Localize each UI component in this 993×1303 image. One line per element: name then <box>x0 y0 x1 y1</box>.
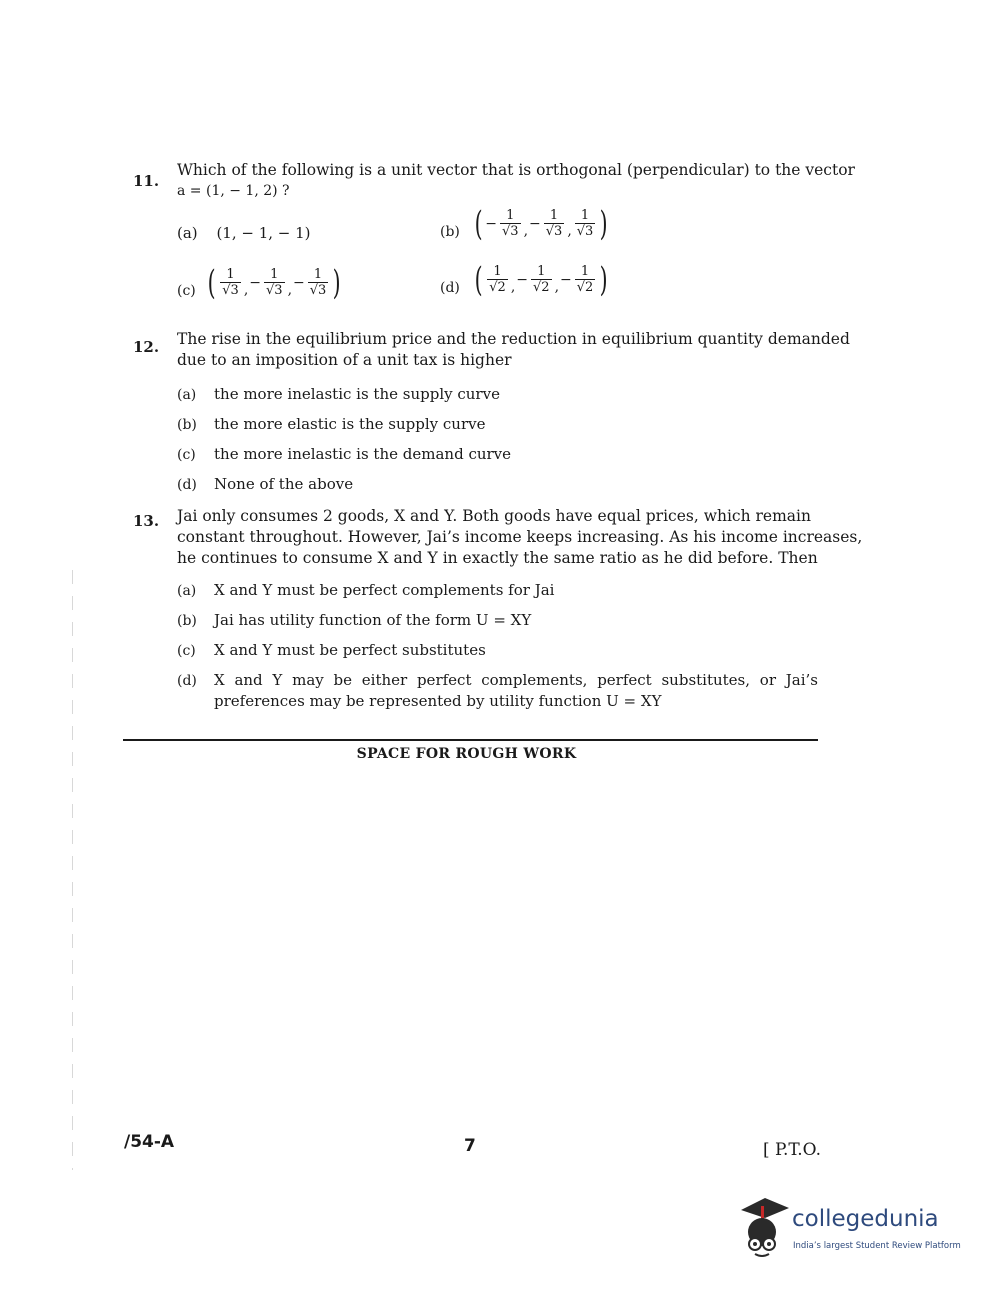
question-13-option-a[interactable]: X and Y must be perfect complements for Jai <box>214 581 555 599</box>
pto-label: [ P.T.O. <box>763 1140 822 1160</box>
page-number: 7 <box>464 1136 476 1156</box>
question-13-stem: Jai only consumes 2 goods, X and Y. Both goods have equal prices, which remain constant throughout. However, Jai’s income keeps increasing. As his income increases, he continues to consume X and Y in exactly the same ratio as he did before. Then <box>177 507 863 567</box>
fraction: $\frac{1}{√3}$ <box>502 208 519 239</box>
question-11-option-a[interactable]: (a) (1, − 1, − 1) <box>177 224 311 242</box>
question-11-stem: Which of the following is a unit vector that is orthogonal (perpendicular) to the vector a = (1, − 1, 2) ? <box>177 161 855 199</box>
fraction: $\frac{1}{√2}$ <box>489 264 506 295</box>
question-11-option-b-label: (b) <box>440 224 460 240</box>
question-11-option-d-label: (d) <box>440 280 460 296</box>
question-12-stem: The rise in the equilibrium price and the reduction in equilibrium quantity demanded due to an imposition of a unit tax is higher <box>177 330 850 369</box>
question-12-option-c-label: (c) <box>177 447 196 463</box>
rough-work-heading: SPACE FOR ROUGH WORK <box>356 746 577 762</box>
booklet-code: /54-A <box>124 1132 175 1152</box>
fraction: $\frac{1}{√3}$ <box>222 267 239 298</box>
question-11-option-c[interactable]: ( $\frac{1}{√3}$ , − $\frac{1}{√3}$ , − $\frac{1}{√3}$ ) <box>207 263 341 303</box>
mascot-icon <box>735 1196 793 1258</box>
fraction: $\frac{1}{√3}$ <box>266 267 283 298</box>
question-13-option-d-label: (d) <box>177 673 197 689</box>
question-13-number: 13. <box>133 512 160 530</box>
question-12-option-c[interactable]: the more inelastic is the demand curve <box>214 445 512 463</box>
fraction: $\frac{1}{√3}$ <box>576 208 594 239</box>
question-12-option-b-label: (b) <box>177 417 197 433</box>
brand-name: collegedunia <box>792 1206 939 1232</box>
fraction: $\frac{1}{√2}$ <box>533 264 550 295</box>
question-13-option-a-label: (a) <box>177 583 197 599</box>
question-13-option-b[interactable]: Jai has utility function of the form U = XY <box>214 611 532 629</box>
question-13-option-d[interactable]: X and Y may be either perfect complements, perfect substitutes, or Jai’s preferences may be represented by utility function U = XY <box>214 671 818 710</box>
question-12-option-b[interactable]: the more elastic is the supply curve <box>214 415 486 433</box>
question-13-option-c-label: (c) <box>177 643 196 659</box>
question-11-option-b[interactable]: ( − $\frac{1}{√3}$ , − $\frac{1}{√3}$ , $\frac{1}{√3}$ ) <box>474 204 608 244</box>
question-12-option-a[interactable]: the more inelastic is the supply curve <box>214 385 500 403</box>
question-12-option-d-label: (d) <box>177 477 197 493</box>
scan-margin-marks <box>72 570 73 1170</box>
question-13-option-b-label: (b) <box>177 613 197 629</box>
separator-rule <box>123 739 818 741</box>
question-11-option-d[interactable]: ( $\frac{1}{√2}$ , − $\frac{1}{√2}$ , − $\frac{1}{√2}$ ) <box>474 260 608 300</box>
brand-tagline: India’s largest Student Review Platform <box>793 1241 961 1251</box>
fraction: $\frac{1}{√2}$ <box>576 264 594 295</box>
question-12-number: 12. <box>133 338 160 356</box>
question-12-option-a-label: (a) <box>177 387 197 403</box>
question-11-number: 11. <box>133 172 160 190</box>
question-12-option-d[interactable]: None of the above <box>214 475 354 493</box>
fraction: $\frac{1}{√3}$ <box>545 208 563 239</box>
collegedunia-logo <box>735 1196 965 1266</box>
question-11-option-c-label: (c) <box>177 283 196 299</box>
question-13-option-c[interactable]: X and Y must be perfect substitutes <box>214 641 486 659</box>
fraction: $\frac{1}{√3}$ <box>309 267 327 298</box>
